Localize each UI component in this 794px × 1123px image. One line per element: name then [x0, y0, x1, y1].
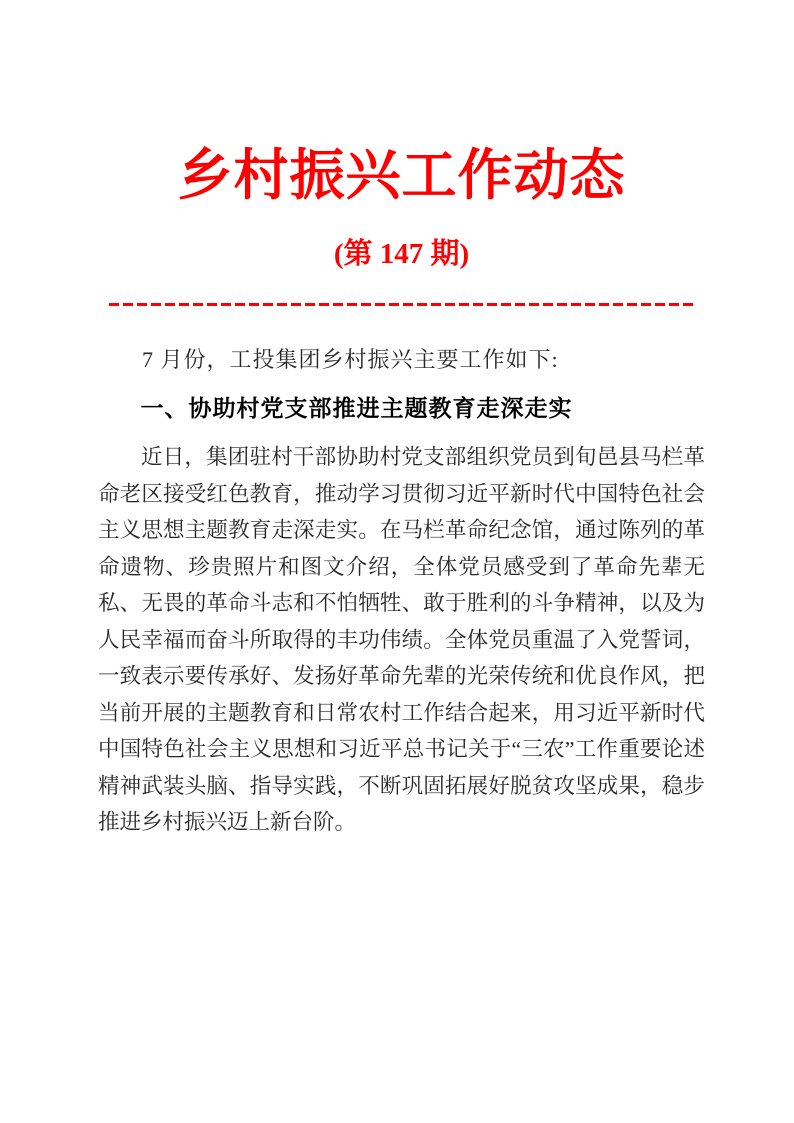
masthead	[98, 140, 705, 306]
document-body	[98, 342, 705, 841]
section-body-paragraph: 近日，集团驻村干部协助村党支部组织党员到旬邑县马栏革命老区接受红色教育，推动学习贯彻习近平新时代中国特色社会主义思想主题教育走深走实。在马栏革命纪念馆，通过陈列的革命遗物、珍贵照片和图文介绍，全体党员感受到了革命先辈无私、无畏的革命斗志和不怕牺牲、敢于胜利的斗争精神，以及为人民幸福而奋斗所取得的丰功伟绩。全体党员重温了入党誓词，一致表示要传承好、发扬好革命先辈的光荣传统和优良作风，把当前开展的主题教育和日常农村工作结合起来，用习近平新时代中国特色社会主义思想和习近平总书记关于“三农”工作重要论述精神武装头脑、指导实践，不断巩固拓展好脱贫攻坚成果，稳步推进乡村振兴迈上新台阶。	[98, 445, 705, 835]
dashed-divider	[109, 303, 694, 306]
section-heading: 一、协助村党支部推进主题教育走深走实	[140, 396, 573, 423]
document-title: 乡村振兴工作动态	[177, 145, 626, 206]
intro-paragraph: 7 月份，工投集团乡村振兴主要工作如下:	[142, 347, 559, 373]
issue-number: (第 147 期)	[333, 237, 470, 270]
